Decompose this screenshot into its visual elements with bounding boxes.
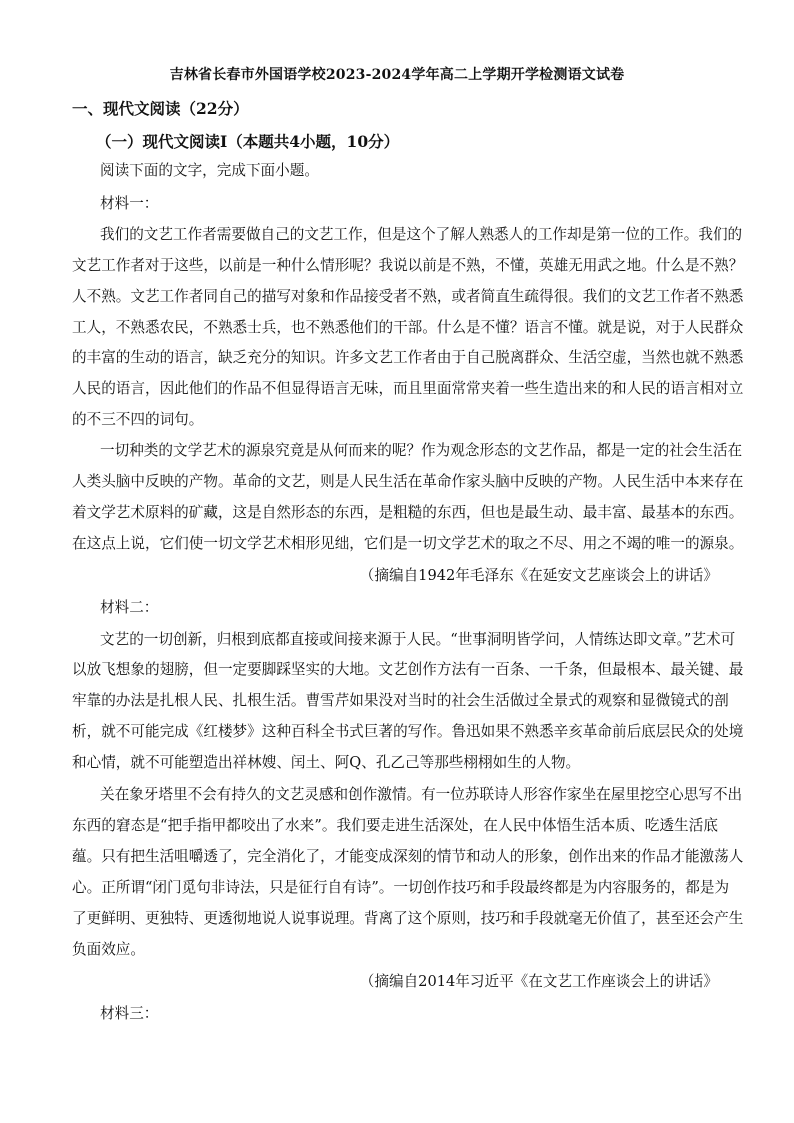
paragraph-line: 文艺工作者对于这些，以前是一种什么情形呢？我说以前是不熟，不懂，英雄无用武之地。什么是不熟？ — [72, 257, 744, 274]
material-3-label: 材料三： — [100, 1005, 159, 1022]
paragraph-line: 牢靠的办法是扎根人民、扎根生活。曹雪芹如果没对当时的社会生活做过全景式的观察和显微镜式的剖 — [72, 692, 729, 709]
paragraph-line: 了更鲜明、更独特、更透彻地说人说事说理。背离了这个原则，技巧和手段就毫无价值了，甚至还会产生 — [72, 910, 744, 927]
paragraph-line: 析，就不可能完成《红楼梦》这种百科全书式巨著的写作。鲁迅如果不熟悉辛亥革命前后底层民众的处境 — [72, 723, 744, 740]
paragraph-line: 负面效应。 — [72, 941, 145, 958]
paragraph-line: 东西的窘态是“把手指甲都咬出了水来”。我们要走进生活深处，在人民中体悟生活本质、吃透生活底 — [72, 817, 718, 834]
paragraph-line: 文艺的一切创新，归根到底都直接或间接来源于人民。“世事洞明皆学问，人情练达即文章。”艺术可 — [100, 631, 736, 648]
paragraph-line: 在这点上说，它们使一切文学艺术相形见绌，它们是一切文学艺术的取之不尽、用之不竭的唯一的源泉。 — [72, 535, 744, 552]
paragraph-line: 心。正所谓“闭门觅句非诗法，只是征行自有诗”。一切创作技巧和手段最终都是为内容服务的，都是为 — [72, 879, 730, 896]
paragraph-line: 人不熟。文艺工作者同自己的描写对象和作品接受者不熟，或者简直生疏得很。我们的文艺工作者不熟悉 — [72, 288, 744, 305]
paragraph-line: 关在象牙塔里不会有持久的文艺灵感和创作激情。有一位苏联诗人形容作家坐在屋里挖空心思写不出 — [100, 786, 743, 803]
paragraph-line: 蕴。只有把生活咀嚼透了，完全消化了，才能变成深刻的情节和动人的形象，创作出来的作品才能激荡人 — [72, 848, 744, 865]
paragraph-line: 一切种类的文学艺术的源泉究竟是从何而来的呢？作为观念形态的文艺作品，都是一定的社会生活在 — [100, 442, 743, 459]
paragraph-line: 的丰富的生动的语言，缺乏充分的知识。许多文艺工作者由于自己脱离群众、生活空虚，当然也就不熟悉 — [72, 349, 744, 366]
paragraph-line: 以放飞想象的翅膀，但一定要脚踩坚实的大地。文艺创作方法有一百条、一千条，但最根本、最关键、最 — [72, 661, 744, 678]
paragraph-line: 和心情，就不可能塑造出祥林嫂、闰土、阿Q、孔乙己等那些栩栩如生的人物。 — [72, 754, 581, 771]
material-2-label: 材料二： — [100, 599, 159, 616]
section-heading: 一、现代文阅读（22分） — [72, 99, 249, 118]
paragraph-line: 人类头脑中反映的产物。革命的文艺，则是人民生活在革命作家头脑中反映的产物。人民生活中本来存在 — [72, 473, 744, 490]
paragraph-line: 工人，不熟悉农民，不熟悉士兵，也不熟悉他们的干部。什么是不懂？语言不懂。就是说，对于人民群众 — [72, 319, 744, 336]
source-citation: （摘编自1942年毛泽东《在延安文艺座谈会上的讲话》 — [359, 567, 718, 584]
paragraph-line: 着文学艺术原料的矿藏，这是自然形态的东西，是粗糙的东西，但也是最生动、最丰富、最基本的东西。 — [72, 504, 744, 521]
paragraph-line: 我们的文艺工作者需要做自己的文艺工作，但是这个了解人熟悉人的工作却是第一位的工作。我们的 — [100, 226, 743, 243]
source-citation: （摘编自2014年习近平《在文艺工作座谈会上的讲话》 — [359, 973, 718, 990]
paragraph-line: 的不三不四的词句。 — [72, 411, 204, 428]
instruction-text: 阅读下面的文字，完成下面小题。 — [100, 162, 319, 179]
subsection-heading: （一）现代文阅读Ⅰ（本题共4小题，10分） — [96, 132, 400, 151]
material-1-label: 材料一： — [100, 195, 159, 212]
exam-title: 吉林省长春市外国语学校2023-2024学年高二上学期开学检测语文试卷 — [169, 67, 625, 83]
paragraph-line: 人民的语言，因此他们的作品不但显得语言无味，而且里面常常夹着一些生造出来的和人民的语言相对立 — [72, 380, 744, 397]
